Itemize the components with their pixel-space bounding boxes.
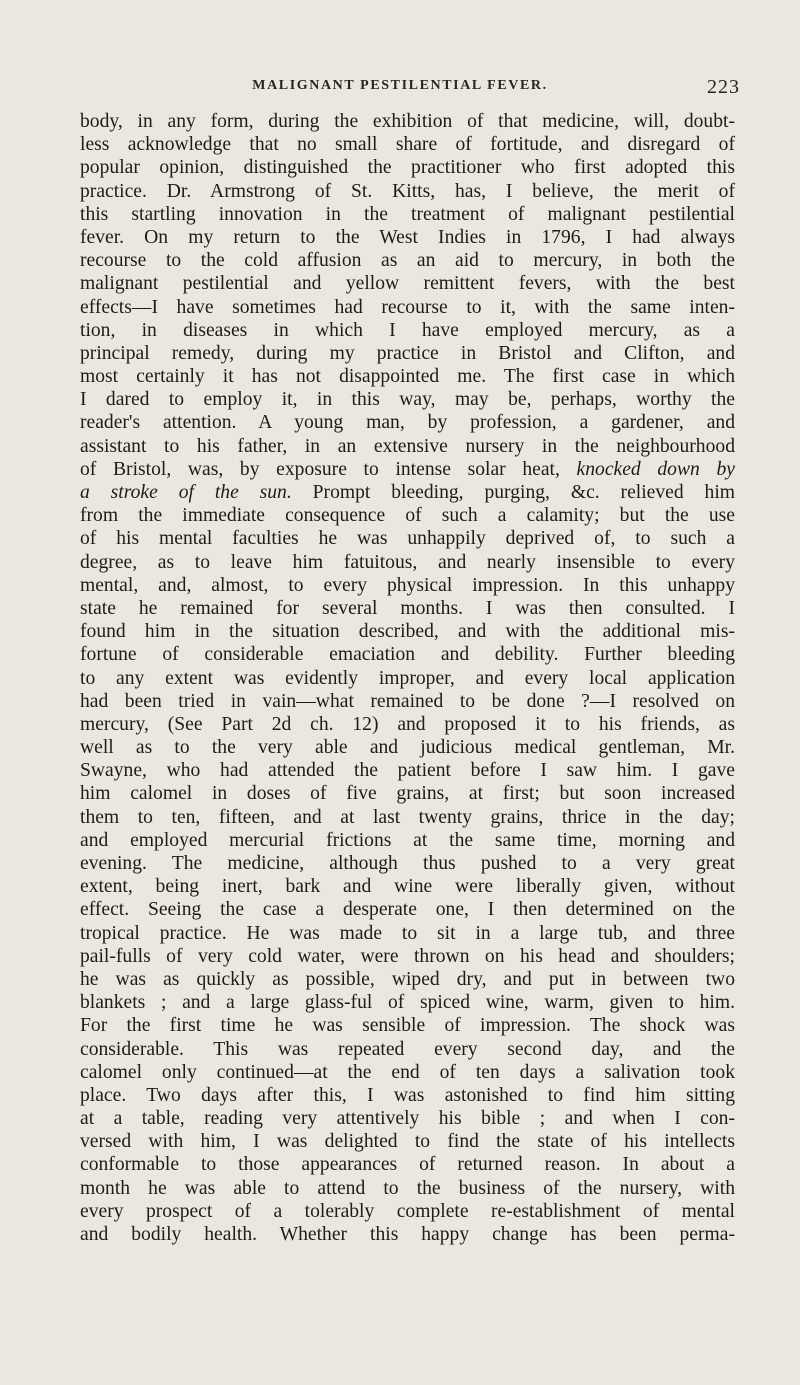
text-lines-rest [80, 504, 735, 1246]
text-line: place. Two days after this, I was astonished to find him sitting [80, 1084, 735, 1106]
italic-phrase: knocked down by [576, 458, 735, 480]
text-line: this startling innovation in the treatment of malignant pestilential [80, 203, 735, 225]
text-run: of Bristol, was, by exposure to intense solar heat, [80, 458, 577, 480]
text-line: blankets ; and a large glass-ful of spiced wine, warm, given to him. [80, 992, 735, 1014]
text-line: versed with him, I was delighted to find the state of his intellects [80, 1131, 735, 1153]
text-line: tropical practice. He was made to sit in a large tub, and three [80, 922, 735, 944]
text-line: recourse to the cold affusion as an aid to mercury, in both the [80, 250, 735, 272]
text-line: month he was able to attend to the business of the nursery, with [80, 1177, 735, 1199]
text-line: them to ten, fifteen, and at last twenty grains, thrice in the day; [80, 806, 735, 828]
text-line: of his mental faculties he was unhappily deprived of, to such a [80, 528, 735, 550]
text-line: I dared to employ it, in this way, may be, perhaps, worthy the [80, 389, 735, 411]
text-line: mercury, (See Part 2d ch. 12) and proposed it to his friends, as [80, 713, 735, 735]
text-line: state he remained for several months. I was then consulted. I [80, 597, 735, 619]
text-line: fortune of considerable emaciation and debility. Further bleeding [80, 644, 735, 666]
text-line: reader's attention. A young man, by profession, a gardener, and [80, 412, 735, 434]
text-line: malignant pestilential and yellow remittent fevers, with the best [80, 273, 735, 295]
text-line: pail-fulls of very cold water, were thrown on his head and shoulders; [80, 945, 735, 967]
text-line: considerable. This was repeated every second day, and the [80, 1038, 735, 1060]
text-line: effects—I have sometimes had recourse to it, with the same inten- [80, 296, 735, 318]
text-line: practice. Dr. Armstrong of St. Kitts, has, I believe, the merit of [80, 180, 735, 202]
text-line: he was as quickly as possible, wiped dry, and put in between two [80, 968, 735, 990]
text-line: calomel only continued—at the end of ten days a salivation took [80, 1061, 735, 1083]
text-line: at a table, reading very attentively his bible ; and when I con- [80, 1108, 735, 1130]
text-line: to any extent was evidently improper, and every local application [80, 667, 735, 689]
text-line: fever. On my return to the West Indies in 1796, I had always [80, 226, 735, 248]
text-line: and employed mercurial frictions at the same time, morning and [80, 829, 735, 851]
italic-phrase: a stroke of the sun. [80, 482, 292, 503]
text-line: less acknowledge that no small share of fortitude, and disregard of [80, 134, 735, 156]
text-line: body, in any form, during the exhibition of that medicine, will, doubt- [80, 111, 735, 132]
text-line: conformable to those appearances of returned reason. In about a [80, 1154, 735, 1176]
text-line: had been tried in vain—what remained to be done ?—I resolved on [80, 690, 735, 712]
text-line-mixed [80, 458, 735, 481]
running-title: MALIGNANT PESTILENTIAL FEVER. [252, 78, 548, 93]
text-line: and bodily health. Whether this happy change has been perma- [80, 1224, 735, 1245]
text-line: every prospect of a tolerably complete re-establishment of mental [80, 1200, 735, 1222]
text-line: extent, being inert, bark and wine were liberally given, without [80, 876, 735, 898]
text-line: mental, and, almost, to every physical impression. In this unhappy [80, 574, 735, 596]
text-line: well as to the very able and judicious medical gentleman, Mr. [80, 737, 735, 759]
text-run: Prompt bleeding, purging, &c. relieved him [291, 482, 736, 503]
text-line: assistant to his father, in an extensive nursery in the neighbourhood [80, 435, 735, 457]
running-head [0, 78, 800, 98]
text-line: found him in the situation described, and with the additional mis- [80, 621, 735, 643]
text-line: evening. The medicine, although thus pushed to a very great [80, 853, 735, 874]
text-line: effect. Seeing the case a desperate one, I then determined on the [80, 899, 735, 921]
text-line: degree, as to leave him fatuitous, and nearly insensible to every [80, 551, 735, 573]
text-line-mixed [80, 481, 735, 504]
text-line: For the first time he was sensible of impression. The shock was [80, 1015, 735, 1037]
body-text [80, 110, 735, 1246]
text-line: from the immediate consequence of such a calamity; but the use [80, 505, 735, 527]
text-line: most certainly it has not disappointed me. The first case in which [80, 366, 735, 388]
text-line: him calomel in doses of five grains, at first; but soon increased [80, 783, 735, 805]
page-number: 223 [707, 76, 740, 98]
text-line: tion, in diseases in which I have employed mercury, as a [80, 319, 735, 341]
text-line: principal remedy, during my practice in Bristol and Clifton, and [80, 342, 735, 364]
text-line: Swayne, who had attended the patient before I saw him. I gave [80, 760, 735, 782]
text-line: popular opinion, distinguished the practitioner who first adopted this [80, 157, 735, 179]
